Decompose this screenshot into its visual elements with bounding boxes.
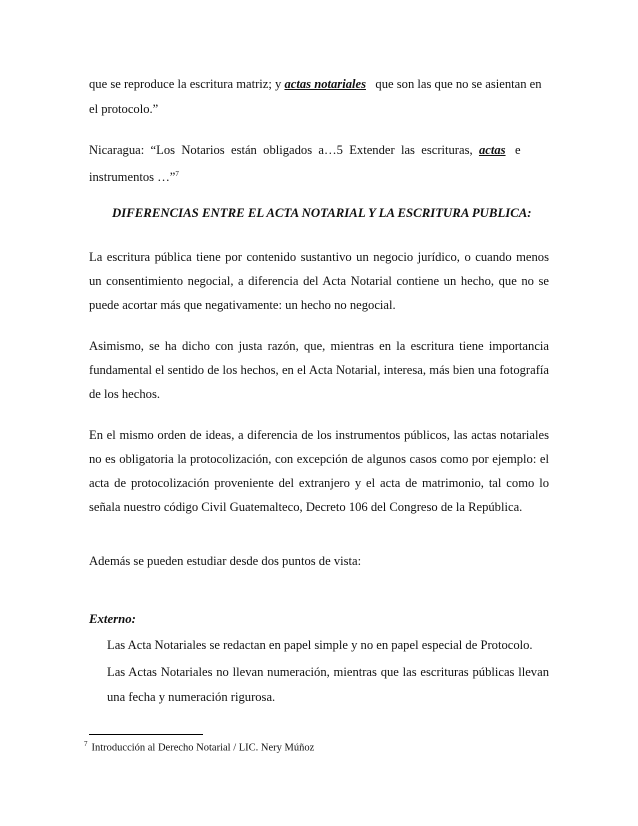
footnote bbox=[84, 740, 314, 754]
footnote-reference: 7 bbox=[175, 170, 179, 178]
paragraph-1-line-2: el protocolo.” bbox=[89, 102, 159, 116]
underlined-term: actas notariales bbox=[284, 77, 366, 91]
paragraph-5-line-4: señala nuestro código Civil Guatemalteco, Decreto 106 del Congreso de la República. bbox=[89, 500, 523, 514]
paragraph-3-line-3: puede acortar más que negativamente: un hecho no negocial. bbox=[89, 298, 396, 312]
text-span: Nicaragua: “Los Notarios están obligados a…5 Extender las escrituras, bbox=[89, 143, 479, 157]
bullet-item-1: Las Acta Notariales se redactan en papel simple y no en papel especial de Protocolo. bbox=[107, 638, 533, 652]
footnote-text: Introducción al Derecho Notarial / LIC. Nery Múñoz bbox=[91, 742, 315, 754]
footnote-mark: 7 bbox=[84, 740, 88, 748]
text-span: que son las que no se asientan en bbox=[365, 77, 542, 91]
bullet-item-2-line-2: una fecha y numeración rigurosa. bbox=[107, 690, 276, 704]
paragraph-4-line-3: de los hechos. bbox=[89, 387, 160, 401]
paragraph-6: Además se pueden estudiar desde dos puntos de vista: bbox=[89, 554, 362, 568]
paragraph-1-line-1 bbox=[89, 76, 549, 92]
paragraph-4-line-1: Asimismo, se ha dicho con justa razón, que, mientras en la escritura tiene importancia bbox=[89, 339, 549, 353]
section-heading: DIFERENCIAS ENTRE EL ACTA NOTARIAL Y LA ESCRITURA PUBLICA: bbox=[112, 206, 532, 220]
text-span: instrumentos …” bbox=[89, 170, 176, 185]
paragraph-5-line-1: En el mismo orden de ideas, a diferencia de los instrumentos públicos, las actas notariales bbox=[89, 428, 549, 442]
footnote-separator bbox=[89, 734, 203, 735]
paragraph-2-line-2 bbox=[89, 166, 549, 185]
paragraph-5-line-3: acta de protocolización proveniente del extranjero y el acta de matrimonio, tal como lo bbox=[89, 476, 549, 490]
paragraph-5-line-2: no es obligatoria la protocolización, con excepción de algunos casos como por ejemplo: el bbox=[89, 452, 549, 466]
paragraph-3-line-1: La escritura pública tiene por contenido sustantivo un negocio jurídico, o cuando menos bbox=[89, 250, 549, 264]
text-span: e bbox=[505, 143, 521, 157]
paragraph-3-line-2: un consentimiento negocial, a diferencia del Acta Notarial contiene un hecho, que no se bbox=[89, 274, 549, 288]
underlined-term: actas bbox=[478, 143, 506, 157]
bullet-item-2-line-1: Las Actas Notariales no llevan numeración, mientras que las escrituras públicas llevan bbox=[107, 665, 549, 679]
text-span: que se reproduce la escritura matriz; y bbox=[89, 77, 285, 91]
subheading-externo: Externo: bbox=[89, 612, 136, 626]
paragraph-2-line-1 bbox=[89, 142, 549, 158]
paragraph-4-line-2: fundamental el sentido de los hechos, en el Acta Notarial, interesa, más bien una fotografía bbox=[89, 363, 549, 377]
